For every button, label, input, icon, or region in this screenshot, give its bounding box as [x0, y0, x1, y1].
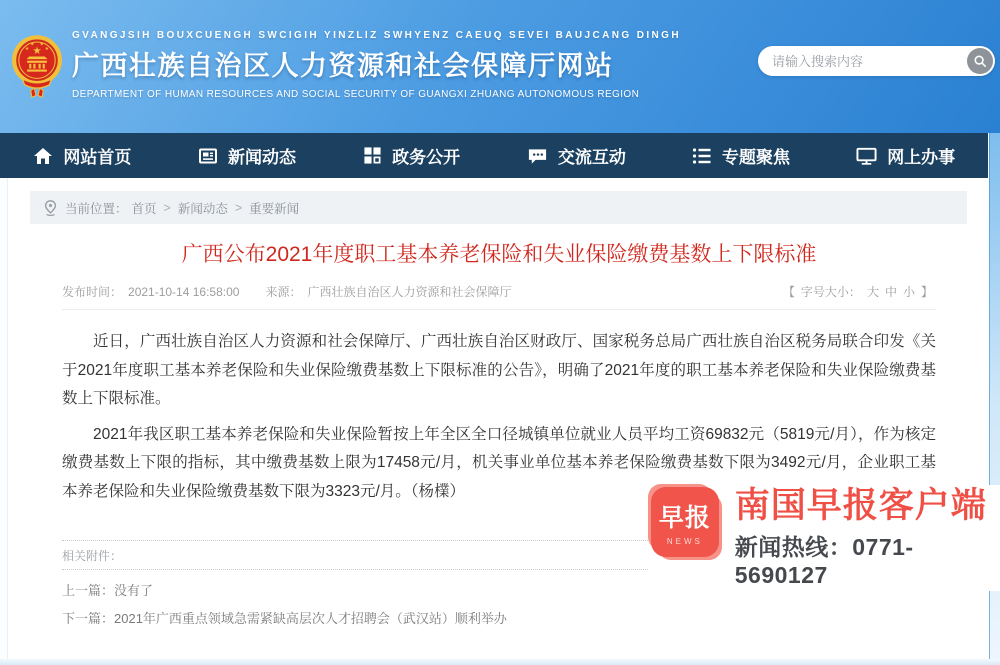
- zaobao-app-icon: [651, 487, 719, 557]
- font-size-large-button[interactable]: 大: [866, 285, 879, 299]
- home-icon: [33, 146, 53, 166]
- svg-text:★: ★: [39, 41, 44, 47]
- breadcrumb-current: 重要新闻: [249, 201, 300, 216]
- breadcrumb-label: 当前位置：: [65, 201, 128, 216]
- bracket-close: 】: [920, 285, 933, 299]
- app-icon-text: 早报: [658, 504, 711, 532]
- search-button[interactable]: [967, 48, 993, 74]
- article-meta-left: [62, 283, 517, 300]
- location-pin-icon: [44, 200, 57, 216]
- left-edge-decoration: [0, 178, 8, 665]
- svg-text:★: ★: [30, 41, 35, 47]
- grid-icon: [363, 146, 382, 165]
- breadcrumb: [30, 191, 967, 224]
- nav-item-label: 新闻动态: [228, 148, 296, 167]
- nav-item-label: 政务公开: [392, 148, 461, 167]
- next-article-label: 下一篇：: [62, 611, 115, 626]
- site-title-english: DEPARTMENT OF HUMAN RESOURCES AND SOCIAL SECURITY OF GUANGXI ZHUANG AUTONOMOUS REGION: [72, 89, 640, 100]
- svg-text:★: ★: [32, 45, 42, 57]
- breadcrumb-separator: >: [234, 200, 243, 215]
- nav-item-home[interactable]: [0, 133, 165, 178]
- site-header: [0, 0, 1000, 133]
- font-size-medium-button[interactable]: 中: [884, 285, 897, 299]
- nav-item-label: 交流互动: [557, 148, 626, 167]
- attachments-label: 相关附件：: [62, 549, 123, 563]
- source-value: 广西壮族自治区人力资源和社会保障厅: [307, 285, 512, 299]
- zaobao-watermark-text: [735, 487, 998, 589]
- font-size-label: 字号大小：: [800, 285, 861, 299]
- breadcrumb-home[interactable]: 首页: [131, 201, 157, 216]
- font-size-small-button[interactable]: 小: [902, 285, 915, 299]
- breadcrumb-separator: >: [163, 200, 171, 215]
- search-icon: [973, 54, 987, 68]
- article-paragraph: 近日，广西壮族自治区人力资源和社会保障厅、广西壮族自治区财政厅、国家税务总局广西壮族自治区税务局联合印发《关于2021年度职工基本养老保险和失业保险缴费基数上下限标准的公告》，明确了2021年度的职工基本养老保险和失业保险缴费基数上下限标准。: [62, 333, 936, 407]
- source-label: 来源：: [265, 285, 302, 299]
- next-article-link[interactable]: 2021年广西重点领域急需紧缺高层次人才招聘会（武汉站）顺利举办: [114, 611, 507, 626]
- monitor-icon: [856, 146, 877, 166]
- nav-item-special-topics[interactable]: [659, 133, 824, 178]
- search-box: [758, 46, 995, 76]
- breadcrumb-news[interactable]: 新闻动态: [177, 201, 228, 216]
- nav-item-label: 专题聚焦: [722, 148, 791, 167]
- svg-text:★: ★: [44, 45, 49, 51]
- svg-text:★: ★: [25, 45, 30, 51]
- site-title: 广西壮族自治区人力资源和社会保障厅网站: [72, 51, 614, 81]
- list-icon: [692, 146, 712, 166]
- nav-item-label: 网站首页: [63, 148, 132, 167]
- nav-item-label: 网上办事: [887, 148, 956, 167]
- nav-item-gov-affairs[interactable]: [329, 133, 494, 178]
- prev-article-label: 上一篇：: [62, 583, 115, 598]
- chat-icon: [527, 146, 548, 166]
- publish-time-label: 发布时间：: [62, 285, 123, 299]
- next-article-row: [62, 608, 507, 627]
- font-size-control: [780, 283, 936, 300]
- site-title-zhuang: GVANGJSIH BOUXCUENGH SWCIGIH YINZLIZ SWHYENZ CAEUQ SEVEI BAUJCANG DINGH: [72, 30, 681, 41]
- zaobao-client-name: 南国早报客户端: [734, 486, 987, 525]
- prev-article-title: 没有了: [114, 583, 154, 598]
- prev-article-row: [62, 580, 153, 599]
- nav-item-online-services[interactable]: [823, 133, 988, 178]
- bottom-edge-decoration: [0, 659, 1000, 665]
- nav-item-interaction[interactable]: [494, 133, 659, 178]
- national-emblem-logo: [11, 28, 63, 108]
- news-hotline: 新闻热线：0771-5690127: [734, 534, 914, 588]
- publish-time-value: 2021-10-14 16:58:00: [128, 285, 240, 299]
- article-meta: [62, 283, 936, 310]
- article-title: 广西公布2021年度职工基本养老保险和失业保险缴费基数上下限标准: [181, 243, 817, 266]
- bracket-open: 【: [782, 285, 795, 299]
- site-title-block: [72, 30, 681, 100]
- nav-item-news[interactable]: [165, 133, 330, 178]
- search-input[interactable]: [758, 54, 967, 69]
- app-icon-subtext: NEWS: [666, 537, 703, 546]
- main-navigation: [0, 133, 988, 178]
- zaobao-watermark: [649, 485, 1000, 591]
- news-icon: [198, 146, 218, 166]
- article-paragraph: 2021年我区职工基本养老保险和失业保险暂按上年全区全口径城镇单位就业人员平均工资69832元（5819元/月），作为核定缴费基数上下限的指标，其中缴费基数上限为17458元/月，机关事业单位基本养老保险缴费基数下限为3492元/月，企业职工基本养老保险和失业保险缴费基数下限为3323元/月。（杨檏）: [62, 425, 936, 500]
